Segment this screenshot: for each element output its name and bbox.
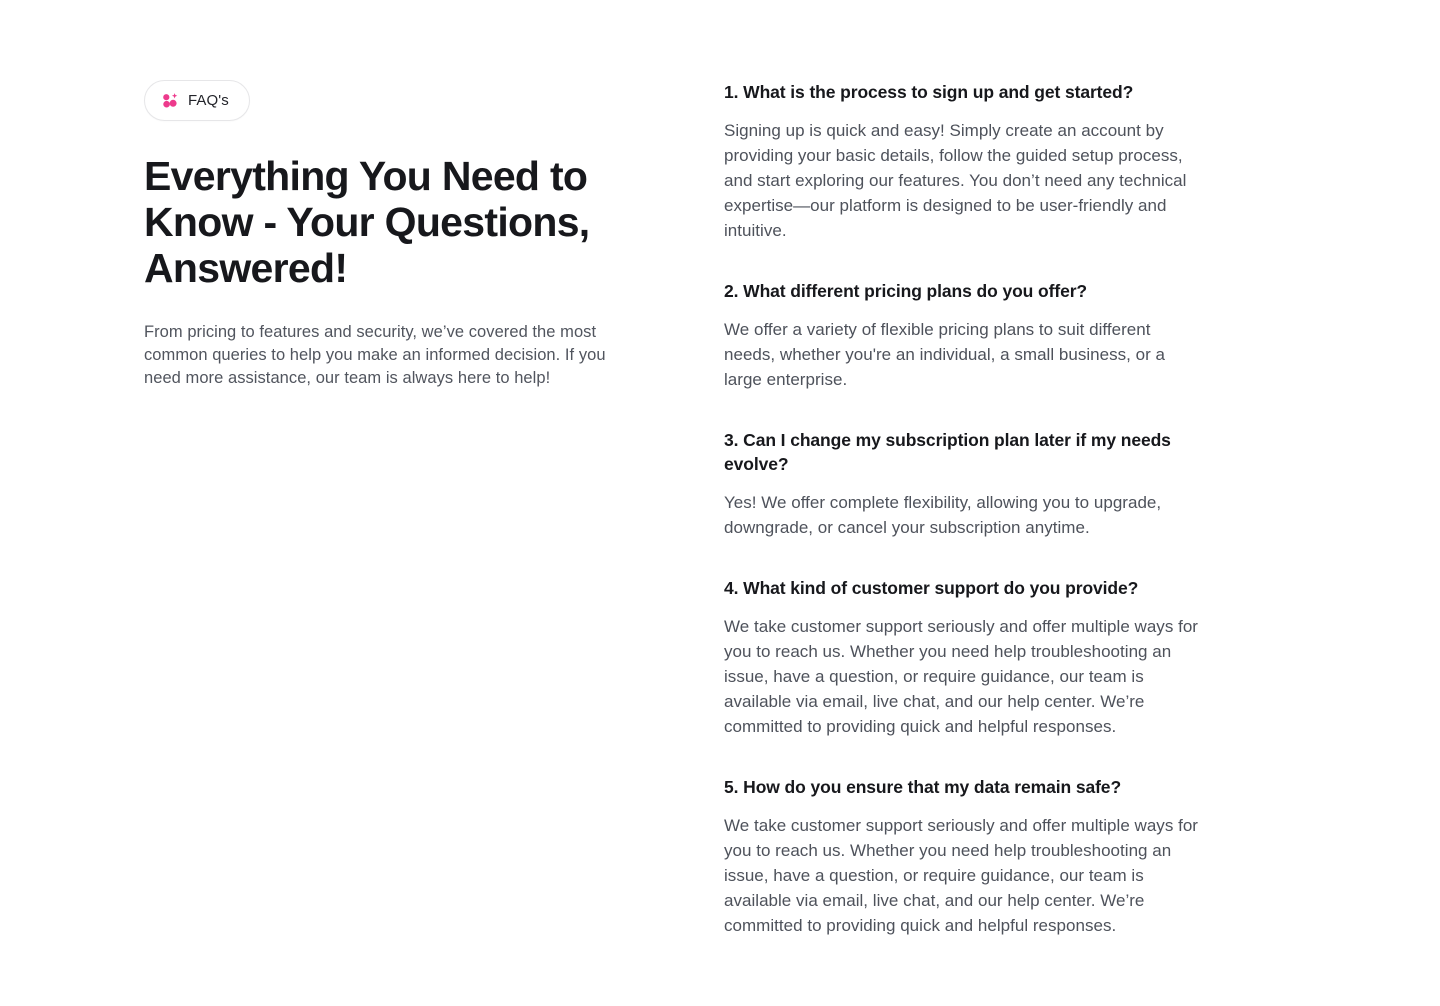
faq-item[interactable] <box>724 775 1204 938</box>
faq-question: 2. What different pricing plans do you offer? <box>724 281 1088 301</box>
faq-list <box>614 78 1204 938</box>
intro-description: From pricing to features and security, we’ve covered the most common queries to help you make an informed decision. If you need more assistance, our team is always here to help! <box>144 323 606 387</box>
faq-badge-label: FAQ's <box>188 92 229 109</box>
faq-answer: Yes! We offer complete flexibility, allowing you to upgrade, downgrade, or cancel your subscription anytime. <box>724 493 1162 537</box>
faq-question: 4. What kind of customer support do you provide? <box>724 578 1139 598</box>
faq-item[interactable] <box>724 576 1204 739</box>
faq-answer: Signing up is quick and easy! Simply create an account by providing your basic details, follow the guided setup process, and start exploring our features. You don’t need any technical expertise—our platform is designed to be user-friendly and intuitive. <box>724 121 1187 240</box>
intro-column <box>144 78 614 390</box>
faq-question: 5. How do you ensure that my data remain safe? <box>724 777 1122 797</box>
faq-answer: We take customer support seriously and offer multiple ways for you to reach us. Whether you need help troubleshooting an issue, have a question, or require guidance, our team is available via email, live chat, and our help center. We’re committed to providing quick and helpful responses. <box>724 816 1198 935</box>
faq-item[interactable] <box>724 428 1204 540</box>
faq-question: 1. What is the process to sign up and get started? <box>724 82 1134 102</box>
faq-answer: We offer a variety of flexible pricing plans to suit different needs, whether you're an individual, a small business, or a large enterprise. <box>724 320 1166 389</box>
faq-item[interactable] <box>724 279 1204 392</box>
faq-answer: We take customer support seriously and offer multiple ways for you to reach us. Whether you need help troubleshooting an issue, have a question, or require guidance, our team is available via email, live chat, and our help center. We’re committed to providing quick and helpful responses. <box>724 617 1198 736</box>
faq-item[interactable] <box>724 80 1204 243</box>
page-title: Everything You Need to Know - Your Questions, Answered! <box>144 153 590 291</box>
faq-question: 3. Can I change my subscription plan later if my needs evolve? <box>724 430 1171 474</box>
faq-badge[interactable] <box>144 80 250 121</box>
sparkle-cluster-icon <box>162 92 179 109</box>
